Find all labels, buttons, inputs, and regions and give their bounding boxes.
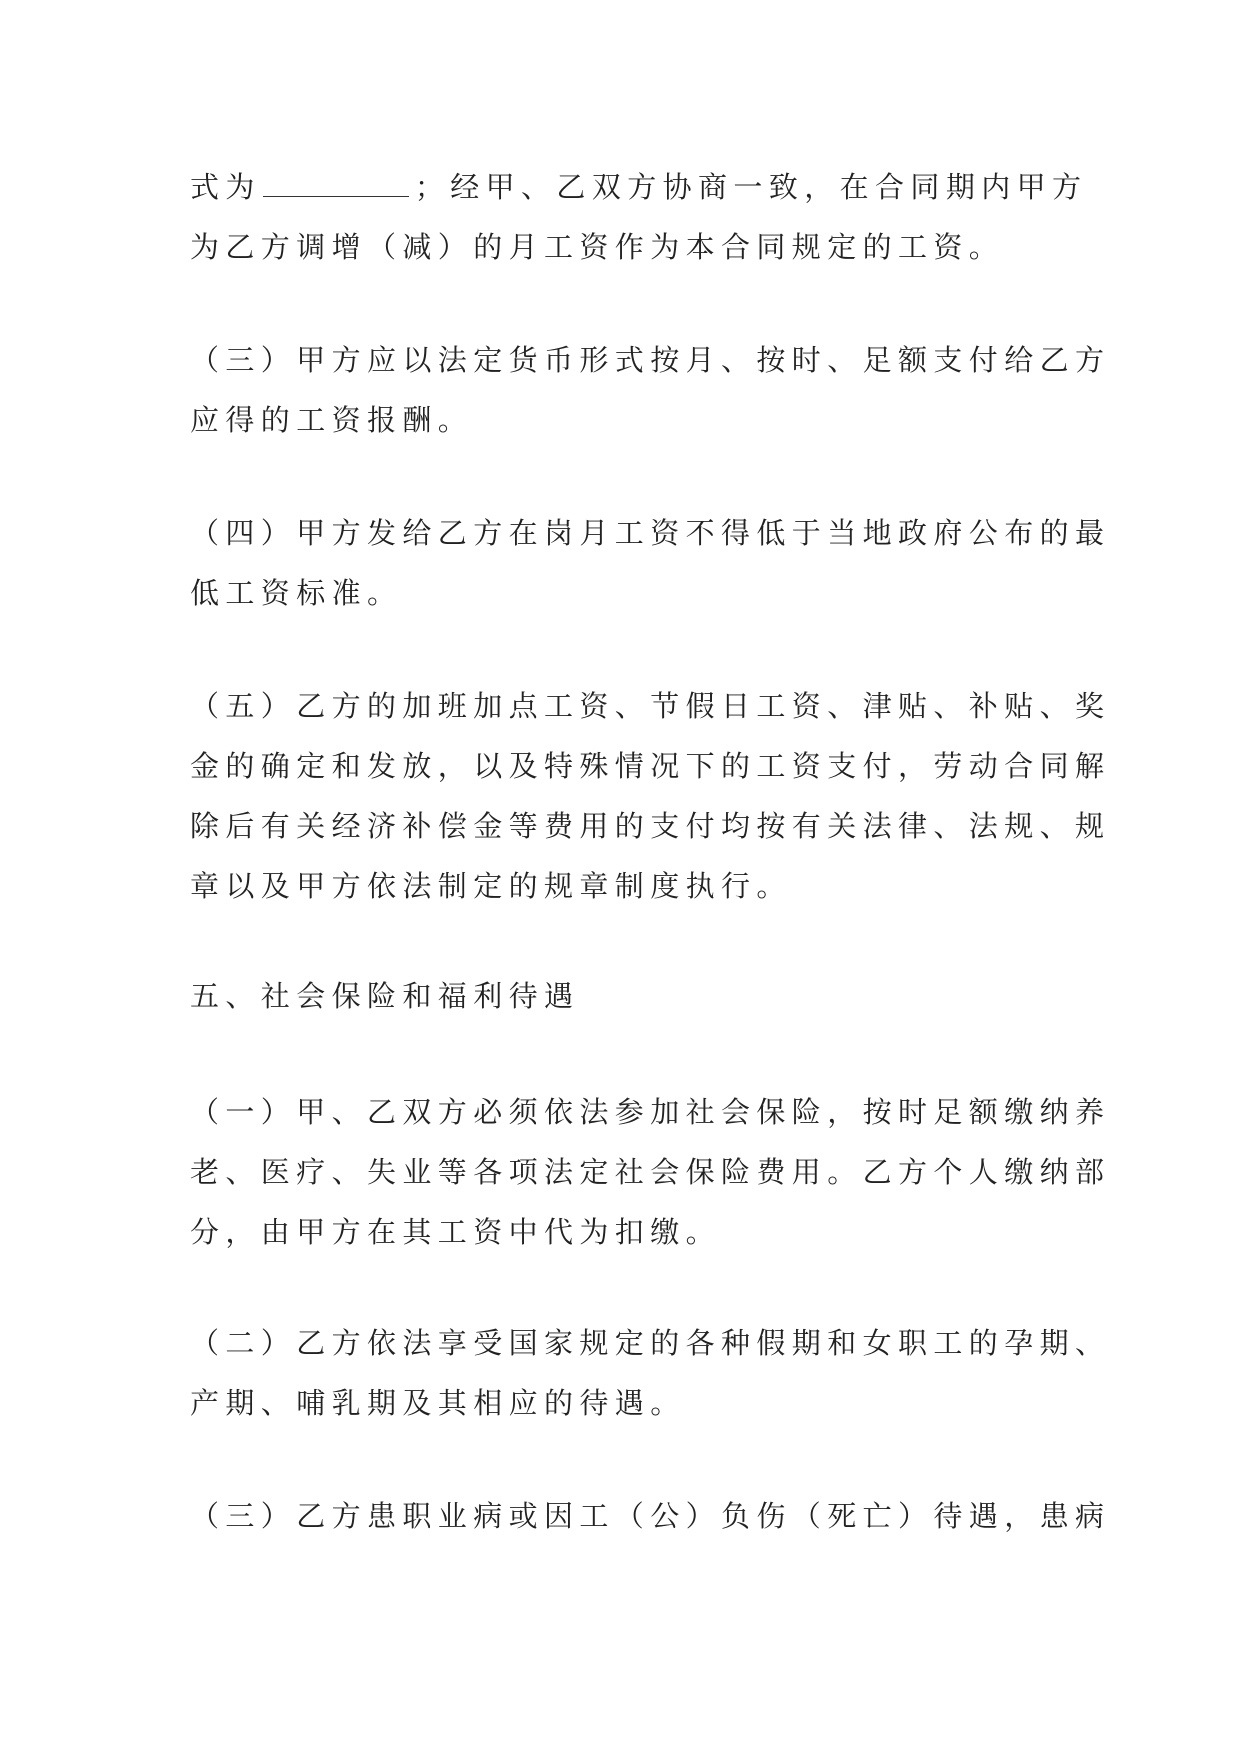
section-heading-social-insurance [190, 966, 1070, 1026]
text-line: （二）乙方依法享受国家规定的各种假期和女职工的孕期、 [190, 1326, 1111, 1360]
paragraph-clause-4-minimum-wage [190, 503, 1111, 623]
text-line: 产期、哺乳期及其相应的待遇。 [190, 1386, 686, 1420]
paragraph-clause-3-injury [190, 1486, 1111, 1546]
text-line: 为乙方调增（减）的月工资作为本合同规定的工资。 [190, 230, 1005, 264]
text-line: 章以及甲方依法制定的规章制度执行。 [190, 869, 792, 903]
text-line: 除后有关经济补偿金等费用的支付均按有关法律、法规、规 [190, 809, 1111, 843]
text-line: 分，由甲方在其工资中代为扣缴。 [190, 1215, 722, 1249]
fill-in-blank [263, 174, 409, 197]
text-line: 低工资标准。 [190, 576, 403, 610]
text-line: 应得的工资报酬。 [190, 403, 474, 437]
text-line: （三）乙方患职业病或因工（公）负伤（死亡）待遇，患病 [190, 1499, 1111, 1533]
text-line: （四）甲方发给乙方在岗月工资不得低于当地政府公布的最 [190, 516, 1111, 550]
text-fragment: 式为 [190, 170, 261, 204]
text-line: （五）乙方的加班加点工资、节假日工资、津贴、补贴、奖 [190, 689, 1111, 723]
text-line: 金的确定和发放，以及特殊情况下的工资支付，劳动合同解 [190, 749, 1111, 783]
text-fragment: ；经甲、乙双方协商一致，在合同期内甲方 [414, 170, 1088, 204]
text-line: （三）甲方应以法定货币形式按月、按时、足额支付给乙方 [190, 343, 1111, 377]
section-title: 五、社会保险和福利待遇 [190, 979, 580, 1013]
paragraph-clause-5-overtime [190, 676, 1111, 916]
paragraph-clause-1-insurance [190, 1082, 1111, 1262]
paragraph-wage-adjustment [190, 157, 1088, 277]
paragraph-clause-2-leave [190, 1313, 1111, 1433]
text-line [190, 157, 1088, 217]
text-line: （一）甲、乙双方必须依法参加社会保险，按时足额缴纳养 [190, 1095, 1111, 1129]
paragraph-clause-3-payment [190, 330, 1111, 450]
text-line: 老、医疗、失业等各项法定社会保险费用。乙方个人缴纳部 [190, 1155, 1111, 1189]
